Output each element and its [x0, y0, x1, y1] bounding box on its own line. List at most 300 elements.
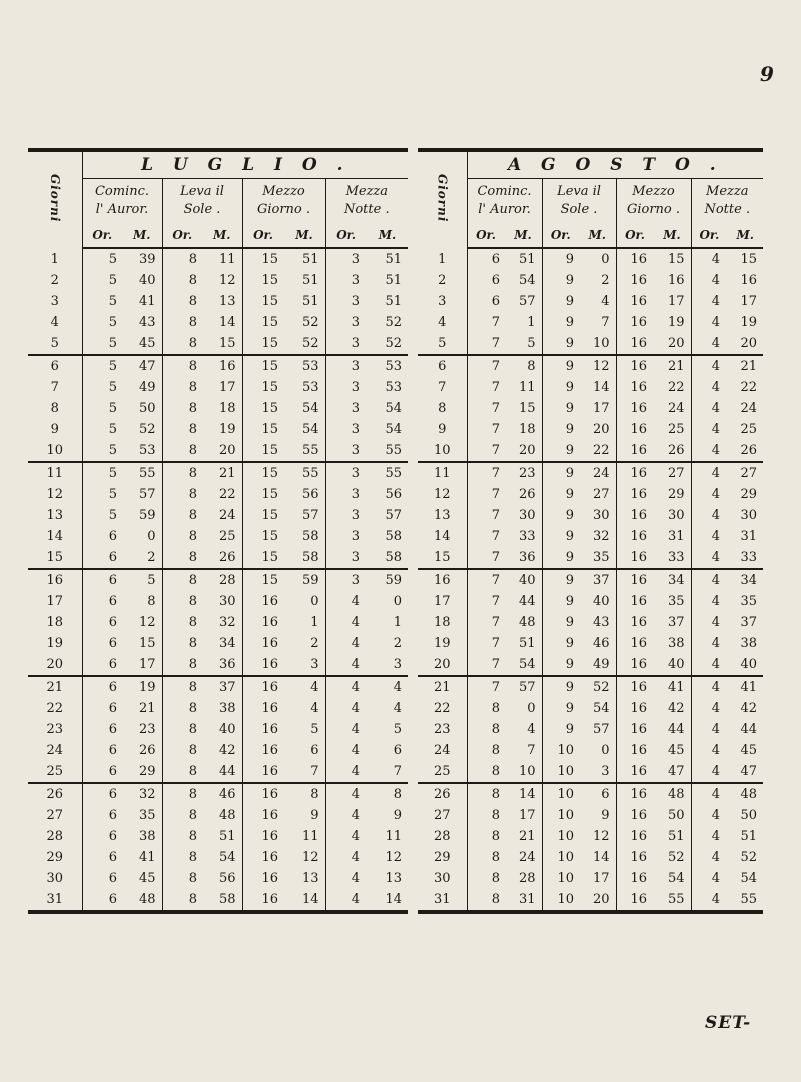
hours-cell: 16	[242, 783, 283, 805]
hours-cell: 4	[711, 443, 720, 458]
minutes-cell: 21	[202, 462, 242, 484]
hours-cell: 6	[108, 808, 117, 823]
minutes-cell: 20	[579, 889, 616, 912]
minutes-cell: 9	[283, 805, 325, 826]
minutes-cell: 34	[652, 569, 691, 591]
minutes-cell: 11	[385, 829, 403, 844]
hours-cell: 7	[491, 487, 500, 502]
month-title: A G O S T O .	[467, 150, 763, 179]
hours-cell: 8	[188, 401, 197, 416]
minutes-cell: 18	[505, 419, 542, 440]
minutes-cell: 6	[283, 740, 325, 761]
hours-cell: 4	[711, 487, 720, 502]
hours-cell: 9	[565, 594, 574, 609]
minutes-cell: 1	[505, 312, 542, 333]
minutes-cell: 21	[725, 355, 763, 377]
hours-cell: 3	[351, 294, 360, 309]
hours-cell: 9	[565, 422, 574, 437]
hours-cell: 8	[188, 315, 197, 330]
minutes-cell: 58	[283, 526, 325, 547]
table-row	[28, 826, 408, 847]
hours-cell: 16	[630, 594, 647, 609]
minutes-cell: 40	[505, 569, 542, 591]
minutes-cell: 57	[385, 508, 403, 523]
minutes-cell: 10	[579, 333, 616, 355]
day-number: 29	[418, 847, 467, 868]
hours-cell: 4	[711, 273, 720, 288]
minutes-cell: 54	[385, 401, 403, 416]
hours-cell: 8	[491, 829, 500, 844]
hours-cell: 16	[630, 443, 647, 458]
minutes-cell: 51	[202, 826, 242, 847]
unit-header: Or. M.	[467, 223, 542, 248]
day-number: 4	[418, 312, 467, 333]
hours-cell: 16	[261, 764, 278, 779]
minutes-cell: 41	[725, 676, 763, 698]
hours-cell: 8	[188, 294, 197, 309]
minutes-cell: 33	[505, 526, 542, 547]
hours-cell: 15	[242, 569, 283, 591]
hours-cell: 9	[565, 273, 574, 288]
minutes-cell: 48	[202, 805, 242, 826]
hours-cell: 8	[491, 743, 500, 758]
minutes-cell: 20	[202, 440, 242, 462]
day-number: 6	[28, 355, 82, 377]
hours-cell: 15	[261, 380, 278, 395]
day-number: 31	[28, 889, 82, 912]
hours-cell: 9	[542, 569, 579, 591]
minutes-cell: 22	[202, 484, 242, 505]
hours-cell: 16	[630, 401, 647, 416]
hours-cell: 7	[467, 569, 505, 591]
hours-cell: 4	[711, 850, 720, 865]
hours-cell: 5	[108, 315, 117, 330]
table-row	[28, 654, 408, 676]
day-number: 21	[28, 676, 82, 698]
minutes-cell: 26	[652, 440, 691, 462]
hours-cell: 4	[691, 676, 725, 698]
hours-cell: 5	[82, 355, 122, 377]
day-number: 12	[418, 484, 467, 505]
hours-cell: 6	[108, 892, 117, 907]
minutes-cell: 17	[202, 377, 242, 398]
hours-cell: 16	[630, 871, 647, 886]
hours-cell: 7	[491, 636, 500, 651]
table-row	[28, 484, 408, 505]
hours-cell: 4	[351, 743, 360, 758]
minutes-cell: 58	[385, 550, 403, 565]
table-row	[28, 462, 408, 484]
hours-cell: 15	[261, 529, 278, 544]
hours-cell: 16	[630, 722, 647, 737]
hours-cell: 16	[630, 550, 647, 565]
minutes-cell: 11	[505, 377, 542, 398]
hours-cell: 15	[261, 401, 278, 416]
hours-cell: 5	[108, 294, 117, 309]
hours-cell: 16	[616, 355, 652, 377]
minutes-cell: 46	[579, 633, 616, 654]
table-row	[418, 270, 763, 291]
hours-cell: 3	[351, 336, 360, 351]
hours-cell: 3	[351, 550, 360, 565]
hours-cell: 7	[491, 550, 500, 565]
hours-cell: 4	[711, 892, 720, 907]
table-row	[418, 526, 763, 547]
minutes-cell: 9	[579, 805, 616, 826]
table-row	[418, 591, 763, 612]
hours-cell: 4	[711, 550, 720, 565]
minutes-cell: 4	[579, 291, 616, 312]
minutes-cell: 54	[283, 398, 325, 419]
table-row	[28, 569, 408, 591]
hours-cell: 6	[491, 252, 500, 267]
day-number: 9	[418, 419, 467, 440]
hours-cell: 9	[565, 508, 574, 523]
minutes-cell: 44	[505, 591, 542, 612]
minutes-cell: 4	[393, 701, 403, 716]
minutes-cell: 56	[283, 484, 325, 505]
hours-cell: 8	[188, 443, 197, 458]
hours-cell: 16	[630, 529, 647, 544]
day-column-header: Giorni	[418, 150, 467, 248]
hours-cell: 8	[162, 355, 202, 377]
minutes-cell: 9	[393, 808, 403, 823]
hours-cell: 16	[261, 594, 278, 609]
hours-cell: 10	[557, 892, 574, 907]
hours-cell: 16	[630, 380, 647, 395]
table-row	[418, 291, 763, 312]
minutes-cell: 54	[505, 654, 542, 676]
day-number: 17	[418, 591, 467, 612]
table-row	[418, 377, 763, 398]
minutes-cell: 17	[652, 291, 691, 312]
hours-cell: 3	[351, 529, 360, 544]
hours-cell: 7	[491, 615, 500, 630]
minutes-cell: 35	[740, 594, 758, 609]
day-number: 11	[28, 462, 82, 484]
hours-cell: 6	[108, 657, 117, 672]
hours-cell: 16	[616, 783, 652, 805]
minutes-cell: 55	[365, 462, 408, 484]
hours-cell: 16	[261, 850, 278, 865]
minutes-cell: 24	[579, 462, 616, 484]
minutes-cell: 15	[652, 248, 691, 270]
day-number: 13	[418, 505, 467, 526]
minutes-cell: 2	[393, 636, 403, 651]
minutes-cell: 6	[579, 783, 616, 805]
hours-cell: 16	[630, 743, 647, 758]
hours-cell: 16	[630, 850, 647, 865]
hours-cell: 7	[467, 355, 505, 377]
minutes-cell: 49	[579, 654, 616, 676]
minutes-cell: 48	[652, 783, 691, 805]
minutes-cell: 2	[579, 270, 616, 291]
hours-cell: 5	[108, 380, 117, 395]
minutes-cell: 36	[505, 547, 542, 569]
hours-cell: 3	[351, 315, 360, 330]
hours-cell: 4	[711, 422, 720, 437]
hours-cell: 16	[630, 508, 647, 523]
minutes-cell: 21	[122, 698, 162, 719]
minutes-cell: 25	[652, 419, 691, 440]
hours-cell: 9	[565, 443, 574, 458]
hours-cell: 4	[351, 594, 360, 609]
hours-cell: 6	[108, 722, 117, 737]
minutes-cell: 20	[505, 440, 542, 462]
minutes-cell: 37	[202, 676, 242, 698]
minutes-cell: 55	[122, 462, 162, 484]
table-row	[28, 377, 408, 398]
column-header-midnight: Mezza Notte .	[704, 184, 751, 217]
minutes-cell: 0	[579, 248, 616, 270]
day-number: 22	[28, 698, 82, 719]
table-row	[418, 484, 763, 505]
minutes-cell: 18	[202, 398, 242, 419]
luglio-table	[28, 148, 408, 914]
hours-cell: 6	[108, 529, 117, 544]
minutes-cell: 35	[122, 805, 162, 826]
table-row	[418, 889, 763, 912]
hours-cell: 16	[630, 636, 647, 651]
hours-cell: 8	[188, 508, 197, 523]
minutes-cell: 5	[393, 722, 403, 737]
agosto-rows	[418, 248, 763, 912]
hours-cell: 4	[325, 676, 365, 698]
minutes-cell: 59	[365, 569, 408, 591]
hours-cell: 8	[162, 676, 202, 698]
minutes-cell: 1	[393, 615, 403, 630]
table-row	[28, 719, 408, 740]
table-row	[28, 333, 408, 355]
hours-cell: 4	[711, 636, 720, 651]
hours-cell: 8	[188, 529, 197, 544]
hours-cell: 4	[691, 783, 725, 805]
minutes-cell: 35	[579, 547, 616, 569]
minutes-cell: 39	[122, 248, 162, 270]
day-number: 8	[418, 398, 467, 419]
minutes-cell: 4	[283, 698, 325, 719]
hours-cell: 16	[261, 743, 278, 758]
minutes-cell: 8	[505, 355, 542, 377]
hours-cell: 15	[261, 422, 278, 437]
minutes-cell: 46	[202, 783, 242, 805]
minutes-cell: 10	[505, 761, 542, 783]
day-number: 17	[28, 591, 82, 612]
minutes-cell: 17	[122, 654, 162, 676]
hours-cell: 9	[565, 550, 574, 565]
minutes-cell: 19	[740, 315, 758, 330]
day-number: 2	[28, 270, 82, 291]
hours-cell: 4	[351, 657, 360, 672]
minutes-cell: 40	[652, 654, 691, 676]
hours-cell: 5	[108, 336, 117, 351]
minutes-cell: 35	[652, 591, 691, 612]
minutes-cell: 51	[385, 294, 403, 309]
table-row	[28, 889, 408, 912]
minutes-cell: 48	[505, 612, 542, 633]
hours-cell: 15	[261, 508, 278, 523]
minutes-cell: 31	[505, 889, 542, 912]
hours-cell: 16	[261, 657, 278, 672]
hours-cell: 6	[82, 569, 122, 591]
minutes-cell: 57	[505, 676, 542, 698]
hours-cell: 5	[108, 252, 117, 267]
minutes-cell: 16	[740, 273, 758, 288]
minutes-cell: 2	[283, 633, 325, 654]
day-number: 8	[28, 398, 82, 419]
day-number: 14	[28, 526, 82, 547]
column-header-sunrise: Leva il Sole .	[162, 179, 242, 224]
hours-cell: 10	[557, 743, 574, 758]
hours-cell: 8	[188, 871, 197, 886]
day-number: 15	[418, 547, 467, 569]
hours-cell: 16	[261, 808, 278, 823]
minutes-cell: 2	[122, 547, 162, 569]
hours-cell: 16	[630, 252, 647, 267]
minutes-cell: 23	[505, 462, 542, 484]
hours-cell: 8	[491, 701, 500, 716]
hours-cell: 3	[351, 380, 360, 395]
hours-cell: 16	[630, 315, 647, 330]
hours-cell: 4	[711, 594, 720, 609]
day-number: 19	[418, 633, 467, 654]
minutes-cell: 49	[122, 377, 162, 398]
minutes-cell: 59	[283, 569, 325, 591]
table-row	[418, 633, 763, 654]
minutes-cell: 12	[579, 826, 616, 847]
hours-cell: 4	[351, 764, 360, 779]
day-number: 2	[418, 270, 467, 291]
minutes-cell: 57	[579, 719, 616, 740]
minutes-cell: 19	[202, 419, 242, 440]
minutes-cell: 53	[385, 380, 403, 395]
table-row	[418, 569, 763, 591]
hours-cell: 4	[711, 657, 720, 672]
minutes-cell: 52	[283, 312, 325, 333]
day-number: 13	[28, 505, 82, 526]
minutes-cell: 20	[579, 419, 616, 440]
hours-cell: 8	[188, 722, 197, 737]
minutes-cell: 19	[122, 676, 162, 698]
minutes-cell: 52	[579, 676, 616, 698]
column-header-dawn: Cominc. l' Auror.	[82, 179, 162, 224]
hours-cell: 4	[711, 294, 720, 309]
minutes-cell: 17	[579, 398, 616, 419]
unit-header: Or. M.	[162, 223, 242, 248]
minutes-cell: 13	[202, 291, 242, 312]
hours-cell: 8	[188, 743, 197, 758]
hours-cell: 8	[491, 764, 500, 779]
minutes-cell: 54	[740, 871, 758, 886]
hours-cell: 4	[351, 829, 360, 844]
minutes-cell: 24	[740, 401, 758, 416]
table-row	[28, 698, 408, 719]
minutes-cell: 14	[579, 847, 616, 868]
minutes-cell: 27	[725, 462, 763, 484]
hours-cell: 16	[261, 722, 278, 737]
minutes-cell: 22	[579, 440, 616, 462]
minutes-cell: 14	[283, 889, 325, 912]
hours-cell: 8	[188, 701, 197, 716]
hours-cell: 6	[108, 550, 117, 565]
minutes-cell: 17	[505, 805, 542, 826]
unit-header: Or. M.	[325, 223, 408, 248]
hours-cell: 4	[711, 701, 720, 716]
minutes-cell: 27	[652, 462, 691, 484]
hours-cell: 6	[108, 743, 117, 758]
hours-cell: 7	[491, 657, 500, 672]
table-row	[28, 805, 408, 826]
day-number: 18	[28, 612, 82, 633]
minutes-cell: 29	[740, 487, 758, 502]
hours-cell: 8	[162, 462, 202, 484]
table-row	[28, 547, 408, 569]
minutes-cell: 26	[740, 443, 758, 458]
column-header-midnight: Mezza Notte .	[343, 184, 390, 217]
column-header-sunrise: Leva il Sole .	[542, 179, 616, 224]
table-row	[418, 312, 763, 333]
table-row	[28, 440, 408, 462]
table-row	[28, 419, 408, 440]
table-row	[28, 676, 408, 698]
hours-cell: 6	[491, 273, 500, 288]
minutes-cell: 13	[283, 868, 325, 889]
hours-cell: 9	[542, 676, 579, 698]
hours-cell: 9	[565, 401, 574, 416]
hours-cell: 8	[188, 764, 197, 779]
hours-cell: 5	[108, 401, 117, 416]
table-row	[418, 398, 763, 419]
minutes-cell: 22	[652, 377, 691, 398]
day-number: 20	[28, 654, 82, 676]
minutes-cell: 53	[283, 377, 325, 398]
day-column-header: Giorni	[28, 150, 82, 248]
hours-cell: 8	[188, 808, 197, 823]
day-number: 4	[28, 312, 82, 333]
hours-cell: 15	[261, 315, 278, 330]
table-row	[418, 355, 763, 377]
table-row	[28, 612, 408, 633]
hours-cell: 9	[565, 657, 574, 672]
minutes-cell: 51	[652, 826, 691, 847]
hours-cell: 4	[711, 508, 720, 523]
hours-cell: 6	[82, 783, 122, 805]
minutes-cell: 47	[652, 761, 691, 783]
minutes-cell: 8	[283, 783, 325, 805]
minutes-cell: 52	[122, 419, 162, 440]
hours-cell: 8	[188, 829, 197, 844]
catchword: SET-	[705, 1013, 752, 1033]
hours-cell: 8	[188, 657, 197, 672]
hours-cell: 9	[565, 722, 574, 737]
minutes-cell: 12	[202, 270, 242, 291]
hours-cell: 7	[491, 508, 500, 523]
hours-cell: 4	[711, 615, 720, 630]
unit-header: Or. M.	[691, 223, 763, 248]
minutes-cell: 5	[505, 333, 542, 355]
hours-cell: 10	[542, 783, 579, 805]
hours-cell: 16	[630, 892, 647, 907]
minutes-cell: 0	[122, 526, 162, 547]
minutes-cell: 40	[122, 270, 162, 291]
hours-cell: 16	[630, 273, 647, 288]
table-row	[418, 462, 763, 484]
minutes-cell: 13	[385, 871, 403, 886]
hours-cell: 3	[351, 273, 360, 288]
minutes-cell: 51	[283, 270, 325, 291]
minutes-cell: 26	[505, 484, 542, 505]
day-number: 7	[28, 377, 82, 398]
